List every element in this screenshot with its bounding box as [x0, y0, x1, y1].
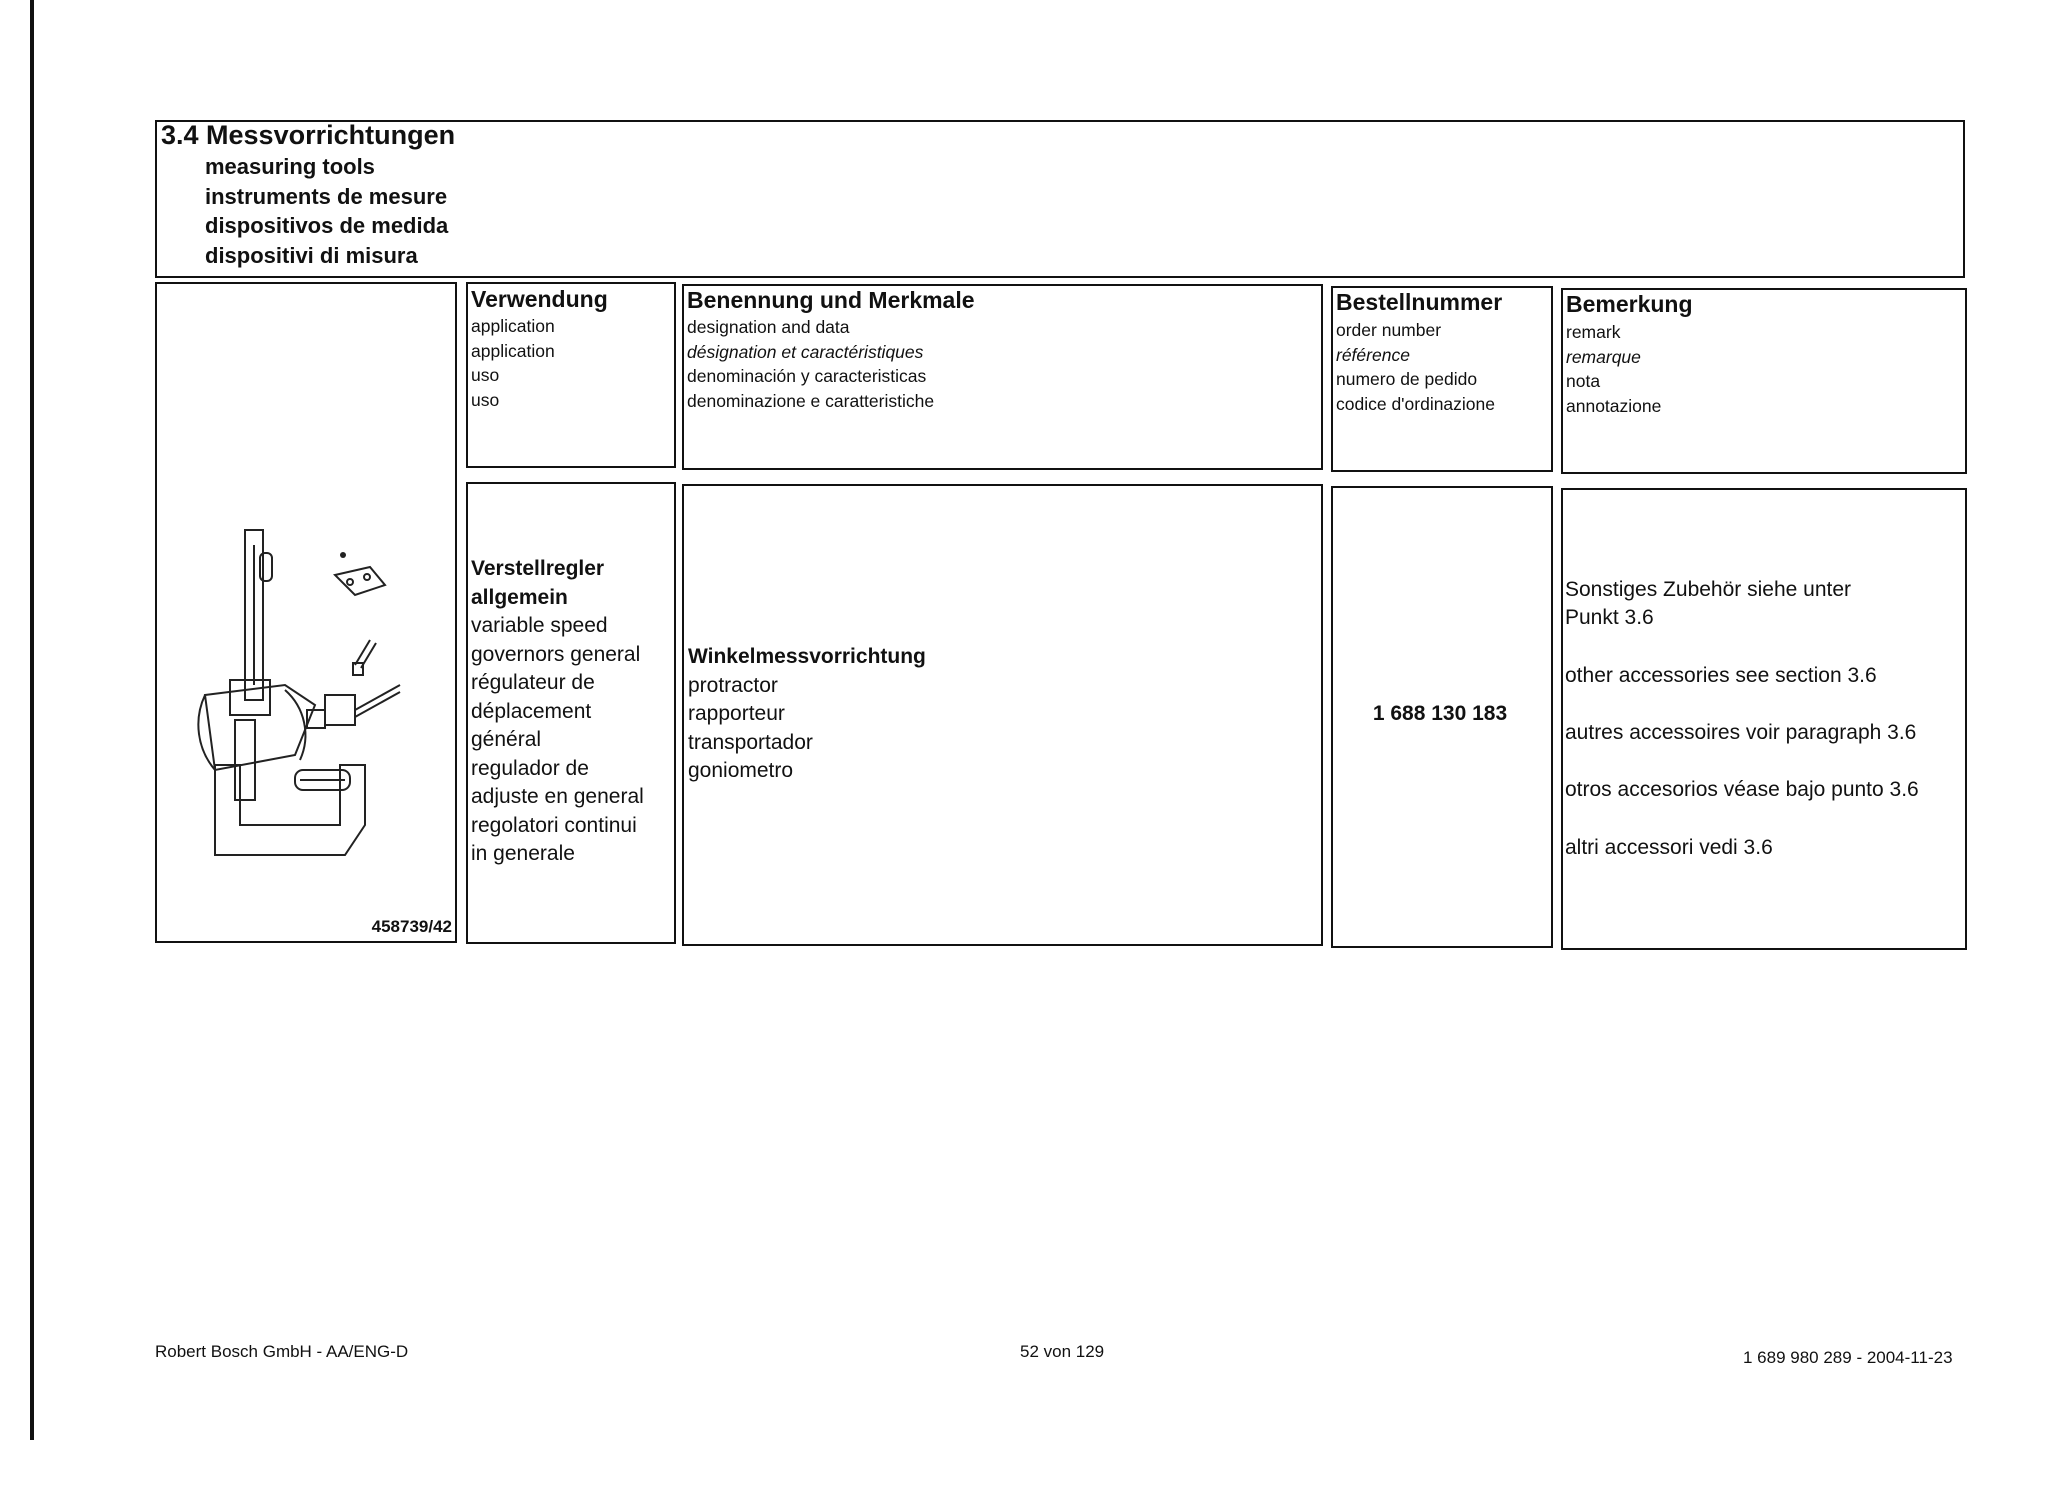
application-content — [471, 555, 644, 869]
application-title: Verwendung — [471, 286, 608, 312]
order-number-value: 1 688 130 183 — [1372, 702, 1508, 725]
application-item: général — [471, 728, 542, 751]
section-subtitle: dispositivos de medida — [205, 213, 449, 238]
designation-line: designation and data — [687, 317, 850, 337]
remark-line: remarque — [1566, 346, 1641, 367]
order-number-line: numero de pedido — [1336, 369, 1478, 389]
order-number-lines — [1336, 318, 1495, 416]
protractor-drawing-icon — [195, 525, 415, 885]
application-heading: Verstellregler — [471, 557, 605, 580]
remark-lines — [1566, 320, 1661, 418]
remark-item: Punkt 3.6 — [1565, 606, 1654, 629]
footer-company: Robert Bosch GmbH - AA/ENG-D — [155, 1342, 409, 1361]
remark-line: remark — [1566, 322, 1621, 342]
remark-item: otros accesorios véase bajo punto 3.6 — [1565, 778, 1919, 801]
remark-item: autres accessoires voir paragraph 3.6 — [1565, 721, 1917, 744]
designation-content — [688, 643, 926, 786]
footer-page-number: 52 von 129 — [1020, 1342, 1105, 1361]
remark-line: nota — [1566, 371, 1601, 391]
application-item: regolatori continui — [471, 813, 637, 837]
order-number-line: codice d'ordinazione — [1336, 393, 1496, 414]
designation-lines — [687, 315, 934, 413]
application-item: regulador de — [471, 756, 589, 780]
designation-item: protractor — [688, 673, 778, 697]
left-margin-bar — [30, 0, 34, 1440]
section-subtitle: dispositivi di misura — [205, 242, 418, 268]
order-number-title: Bestellnummer — [1336, 289, 1503, 315]
remark-item: altri accessori vedi 3.6 — [1565, 836, 1773, 859]
footer-document-number: 1 689 980 289 - 2004-11-23 — [1743, 1348, 1953, 1367]
application-line: uso — [471, 389, 500, 410]
order-number-line: order number — [1336, 320, 1442, 340]
designation-line: denominación y caracteristicas — [687, 366, 927, 386]
application-item: déplacement — [471, 699, 592, 723]
application-item: in generale — [471, 842, 575, 865]
remark-item: other accessories see section 3.6 — [1565, 664, 1877, 687]
designation-line: denominazione e caratteristiche — [687, 390, 935, 411]
application-line: application — [471, 340, 555, 361]
application-lines — [471, 314, 555, 412]
designation-item: goniometro — [688, 759, 794, 782]
section-subtitle: instruments de mesure — [205, 183, 448, 209]
application-item: variable speed — [471, 614, 608, 637]
image-code: 458739/42 — [371, 917, 452, 936]
designation-item: rapporteur — [688, 702, 785, 725]
application-heading: allgemein — [471, 585, 568, 609]
designation-title: Benennung und Merkmale — [687, 287, 975, 313]
remark-title: Bemerkung — [1566, 291, 1693, 317]
section-subtitles — [205, 152, 448, 270]
designation-line: désignation et caractéristiques — [687, 341, 924, 362]
application-item: régulateur de — [471, 671, 595, 694]
application-item: governors general — [471, 642, 641, 666]
application-line: application — [471, 316, 555, 336]
section-title: 3.4 Messvorrichtungen — [161, 120, 456, 150]
application-item: adjuste en general — [471, 785, 644, 808]
remark-line: annotazione — [1566, 395, 1662, 416]
designation-heading: Winkelmessvorrichtung — [688, 645, 926, 668]
application-line: uso — [471, 365, 500, 385]
order-number-line: référence — [1336, 344, 1410, 365]
section-subtitle: measuring tools — [205, 154, 375, 179]
designation-item: transportador — [688, 730, 813, 754]
remark-item: Sonstiges Zubehör siehe unter — [1565, 578, 1852, 601]
